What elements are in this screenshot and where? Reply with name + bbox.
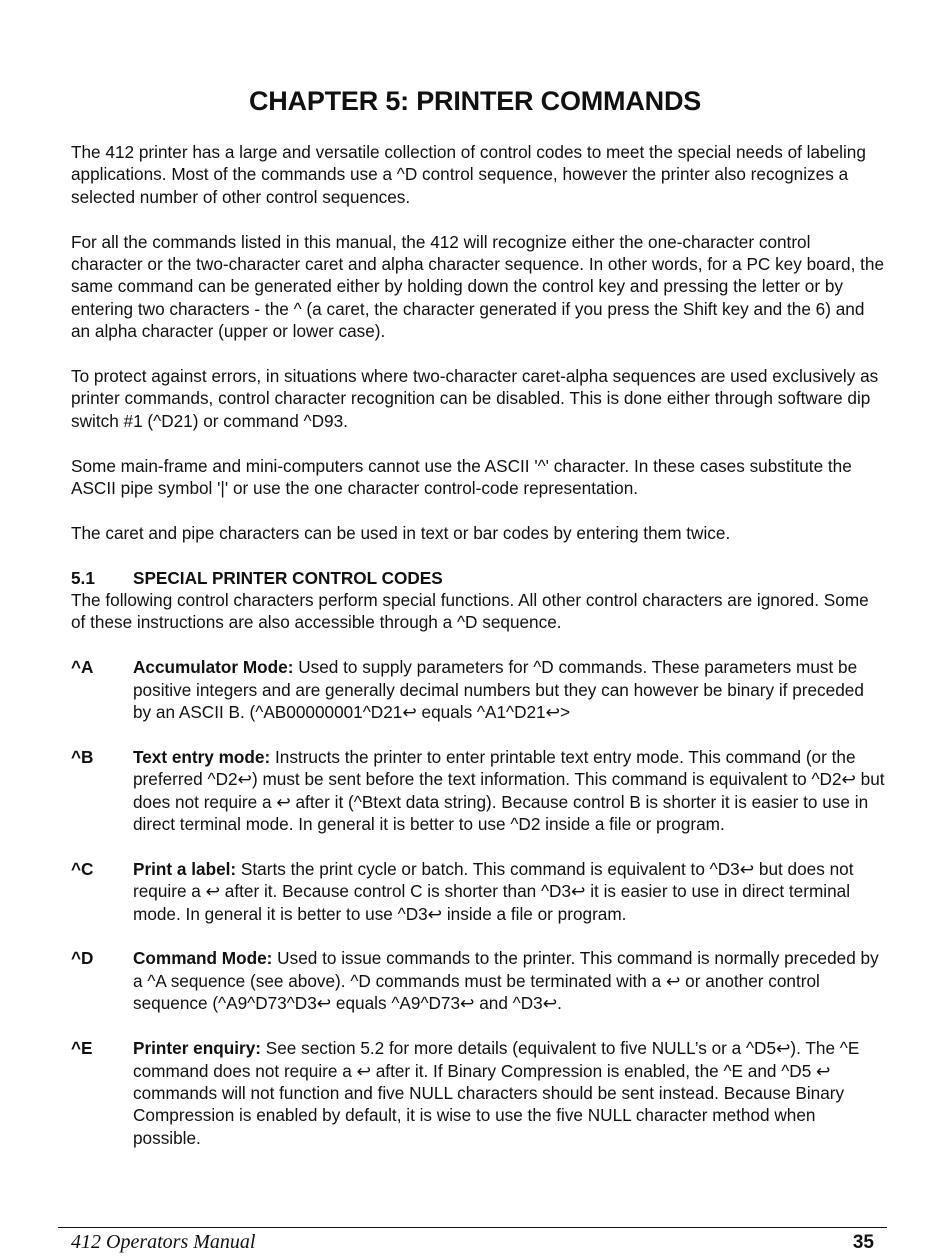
command-recognition-paragraph: For all the commands listed in this manual, the 412 will recognize either the one-character control character or the two-character caret and alpha character sequence. In other words, for a PC key board, the same command can be generated either by holding down the control key and pressing the letter or by entering two characters - the ^ (a caret, the character generated if you press the Shift key and the 6) and an alpha character (upper or lower case). xyxy=(71,231,885,342)
control-code-description xyxy=(133,656,885,723)
page-body xyxy=(71,141,885,1172)
control-code-term: Accumulator Mode: xyxy=(133,657,294,678)
footer-divider xyxy=(58,1227,887,1228)
page-number: 35 xyxy=(852,1232,874,1253)
control-code: ^E xyxy=(71,1038,93,1059)
control-code-entry-d xyxy=(71,947,885,1014)
control-code: ^A xyxy=(71,657,94,678)
control-code-entry-e xyxy=(71,1037,885,1149)
control-code-entry-b xyxy=(71,746,885,836)
footer-manual-name: 412 Operators Manual xyxy=(71,1231,256,1253)
control-code-description xyxy=(133,947,885,1014)
section-heading xyxy=(71,567,885,589)
control-code-text: Instructs the printer to enter printable text entry mode. This command (or the preferred ^D2↩) must be sent before the text information. This command is equivalent to ^D2↩ but does not require a ↩ after it (^Btext data string). Because control B is shorter it is easier to use in direct terminal mode. In general it is better to use ^D2 inside a file or program. xyxy=(133,746,885,835)
caret-pipe-paragraph: The caret and pipe characters can be used in text or bar codes by entering them twice. xyxy=(71,522,731,543)
control-code-description xyxy=(133,746,885,836)
control-code-description xyxy=(133,1037,885,1149)
control-code-term: Printer enquiry: xyxy=(133,1038,261,1059)
control-code-term: Text entry mode: xyxy=(133,746,271,767)
control-code-term: Command Mode: xyxy=(133,948,273,969)
mainframe-paragraph: Some main-frame and mini-computers cannot use the ASCII '^' character. In these cases substitute the ASCII pipe symbol '|' or use the one character control-code representation. xyxy=(71,455,852,499)
intro-paragraph: The 412 printer has a large and versatile collection of control codes to meet the special needs of labeling applications. Most of the commands use a ^D control sequence, however the printer also recognizes a selected number of other control sequences. xyxy=(71,142,866,207)
page-title: CHAPTER 5: PRINTER COMMANDS xyxy=(248,86,702,116)
control-code-entry-a xyxy=(71,656,885,723)
error-protection-paragraph: To protect against errors, in situations where two-character caret-alpha sequences are used exclusively as printer commands, control character recognition can be disabled. This is done either through software dip switch #1 (^D21) or command ^D93. xyxy=(71,366,879,431)
section-number: 5.1 xyxy=(71,567,95,588)
control-code-text: Used to supply parameters for ^D commands. These parameters must be positive integers and are generally decimal numbers but they can however be binary if preceded by an ASCII B. (^AB00000001^D21↩ equals ^A1^D21↩> xyxy=(133,657,864,723)
control-code: ^B xyxy=(71,746,94,767)
control-code-term: Print a label: xyxy=(133,858,237,879)
section-intro: The following control characters perform special functions. All other control characters are ignored. Some of these instructions are also accessible through a ^D sequence. xyxy=(71,590,869,633)
control-code-text: Used to issue commands to the printer. This command is normally preceded by a ^A sequence (see above). ^D commands must be terminated with a ↩ or another control sequence (^A9^D73^D3↩ equals ^A9^D73↩ and ^D3↩. xyxy=(133,948,879,1014)
control-code-text: Starts the print cycle or batch. This command is equivalent to ^D3↩ but does not require a ↩ after it. Because control C is shorter than ^D3↩ it is easier to use in direct terminal mode. In general it is better to use ^D3↩ inside a file or program. xyxy=(133,858,854,924)
control-code: ^C xyxy=(71,858,94,879)
control-code-text: See section 5.2 for more details (equivalent to five NULL’s or a ^D5↩). The ^E command does not require a ↩ after it. If Binary Compression is enabled, the ^E and ^D5 ↩ commands will not function and five NULL characters should be sent instead. Because Binary Compression is enabled by default, it is wise to use the five NULL character method when possible. xyxy=(133,1038,860,1148)
control-code-description xyxy=(133,858,885,925)
control-code: ^D xyxy=(71,948,94,969)
section-title: SPECIAL PRINTER CONTROL CODES xyxy=(133,567,443,588)
control-code-entry-c xyxy=(71,858,885,925)
